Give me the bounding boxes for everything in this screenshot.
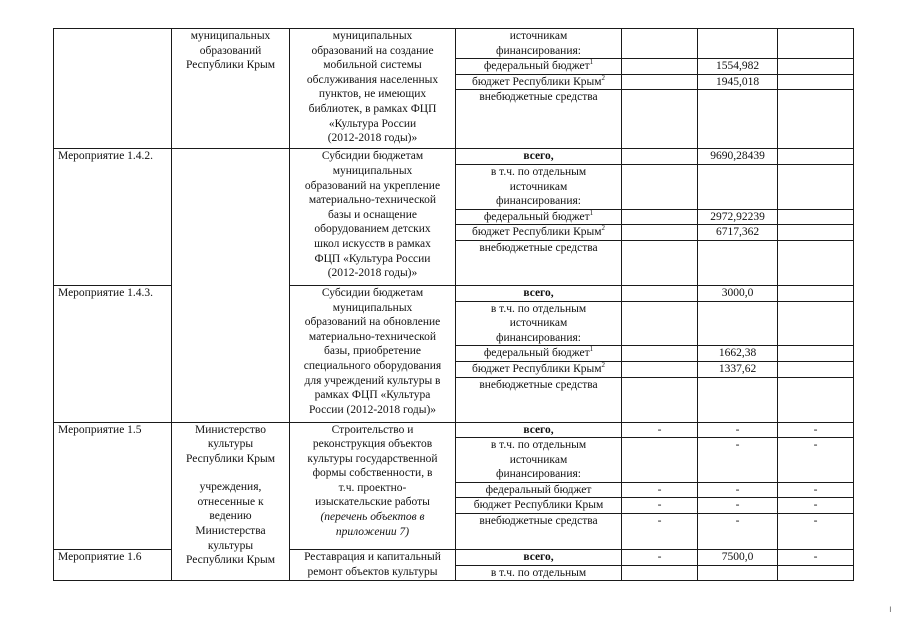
value-cell — [778, 377, 854, 422]
measure-label: Мероприятие 1.5 — [54, 422, 172, 550]
dash-cell: - — [778, 550, 854, 566]
dash-cell: - — [698, 514, 778, 550]
federal-budget-label: федеральный бюджет$^1$ — [456, 209, 622, 225]
value-cell — [622, 149, 698, 165]
value-cell — [622, 565, 698, 581]
objects-list-note: (перечень объектов в приложении 7) — [320, 511, 425, 538]
executor-cell: муниципальных образований Республики Крым — [172, 29, 290, 149]
source-breakdown-label: в т.ч. по отдельным источникам финансирования: — [456, 301, 622, 346]
value-cell — [622, 90, 698, 149]
value-cell — [778, 59, 854, 75]
republic-budget-value: 1945,018 — [698, 74, 778, 90]
value-cell — [622, 59, 698, 75]
offbudget-label: внебюджетные средства — [456, 90, 622, 149]
value-cell — [698, 565, 778, 581]
dash-cell: - — [778, 514, 854, 550]
republic-budget-label: бюджет Республики Крым$^2$ — [456, 361, 622, 377]
value-cell — [622, 240, 698, 285]
dash-cell: - — [622, 550, 698, 566]
value-cell — [778, 346, 854, 362]
total-value: 3000,0 — [698, 285, 778, 301]
offbudget-label: внебюджетные средства — [456, 514, 622, 550]
dash-cell: - — [622, 482, 698, 498]
value-cell — [778, 149, 854, 165]
value-cell — [778, 209, 854, 225]
executor-cell — [172, 422, 290, 581]
dash-cell: - — [622, 422, 698, 438]
dash-cell: - — [778, 422, 854, 438]
value-cell — [698, 377, 778, 422]
republic-budget-label: бюджет Республики Крым$^2$ — [456, 74, 622, 90]
value-cell — [778, 225, 854, 241]
value-cell — [778, 240, 854, 285]
budget-table — [53, 28, 854, 581]
executor-institutions: учреждения, отнесенные к ведению Министерства культуры Республики Крым — [186, 481, 275, 567]
source-breakdown-label: в т.ч. по отдельным источникам финансирования: — [456, 438, 622, 483]
measure-label: Мероприятие 1.4.2. — [54, 149, 172, 286]
value-cell — [622, 346, 698, 362]
value-cell — [622, 361, 698, 377]
federal-budget-label: федеральный бюджет$^1$ — [456, 346, 622, 362]
source-breakdown-label: в т.ч. по отдельным — [456, 565, 622, 581]
value-cell — [778, 285, 854, 301]
value-cell — [698, 164, 778, 209]
description-cell: Строительство и реконструкция объектов культуры государственной формы собственности, в т.ч. проектно- изыскательские работы (перечень объектов в приложении 7) — [290, 422, 456, 550]
republic-budget-value: 6717,362 — [698, 225, 778, 241]
total-label: всего, — [456, 285, 622, 301]
value-cell — [622, 74, 698, 90]
value-cell — [778, 29, 854, 59]
federal-budget-label: федеральный бюджет$^1$ — [456, 59, 622, 75]
value-cell — [622, 377, 698, 422]
dash-cell: - — [698, 422, 778, 438]
measure-label: Мероприятие 1.6 — [54, 550, 172, 581]
dash-cell: - — [698, 498, 778, 514]
federal-budget-value: 1662,38 — [698, 346, 778, 362]
description-cell: муниципальных образований на создание мобильной системы обслуживания населенных пунктов, не имеющих библиотек, в рамках ФЦП «Культура России (2012-2018 годы)» — [290, 29, 456, 149]
republic-budget-label: бюджет Республики Крым — [456, 498, 622, 514]
value-cell — [778, 361, 854, 377]
executor-ministry: Министерство культуры Республики Крым — [186, 423, 275, 465]
description-cell: Субсидии бюджетам муниципальных образований на укрепление материально-технической базы и оснащение оборудованием детских школ искусств в рамках ФЦП «Культура России (2012-2018 годы)» — [290, 149, 456, 286]
value-cell — [698, 90, 778, 149]
value-cell — [698, 301, 778, 346]
total-label: всего, — [456, 550, 622, 566]
value-cell — [778, 164, 854, 209]
dash-cell: - — [778, 482, 854, 498]
value-cell — [698, 29, 778, 59]
description-cell: Реставрация и капитальный ремонт объектов культуры — [290, 550, 456, 581]
dash-cell: - — [698, 438, 778, 483]
dash-cell: - — [778, 498, 854, 514]
source-cell: источникам финансирования: — [456, 29, 622, 59]
scan-artifact-mark: ı — [889, 604, 892, 615]
offbudget-label: внебюджетные средства — [456, 377, 622, 422]
total-label: всего, — [456, 149, 622, 165]
republic-budget-value: 1337,62 — [698, 361, 778, 377]
value-cell — [778, 74, 854, 90]
measure-cell-empty — [54, 29, 172, 149]
value-cell — [778, 90, 854, 149]
value-cell — [622, 164, 698, 209]
value-cell — [622, 29, 698, 59]
value-cell — [778, 565, 854, 581]
dash-cell: - — [622, 498, 698, 514]
dash-cell: - — [778, 438, 854, 483]
total-value: 7500,0 — [698, 550, 778, 566]
value-cell — [698, 240, 778, 285]
republic-budget-label: бюджет Республики Крым$^2$ — [456, 225, 622, 241]
value-cell — [622, 301, 698, 346]
value-cell — [622, 285, 698, 301]
federal-budget-value: 1554,982 — [698, 59, 778, 75]
value-cell — [622, 438, 698, 483]
measure-label: Мероприятие 1.4.3. — [54, 285, 172, 422]
offbudget-label: внебюджетные средства — [456, 240, 622, 285]
dash-cell: - — [622, 514, 698, 550]
total-value: 9690,28439 — [698, 149, 778, 165]
value-cell — [622, 225, 698, 241]
executor-cell-merged — [172, 149, 290, 422]
value-cell — [778, 301, 854, 346]
total-label: всего, — [456, 422, 622, 438]
source-breakdown-label: в т.ч. по отдельным источникам финансирования: — [456, 164, 622, 209]
federal-budget-value: 2972,92239 — [698, 209, 778, 225]
dash-cell: - — [698, 482, 778, 498]
federal-budget-label: федеральный бюджет — [456, 482, 622, 498]
description-cell: Субсидии бюджетам муниципальных образований на обновление материально-технической базы, приобретение специального оборудования для учреждений культуры в рамках ФЦП «Культура России (2012-2018 годы)» — [290, 285, 456, 422]
value-cell — [622, 209, 698, 225]
